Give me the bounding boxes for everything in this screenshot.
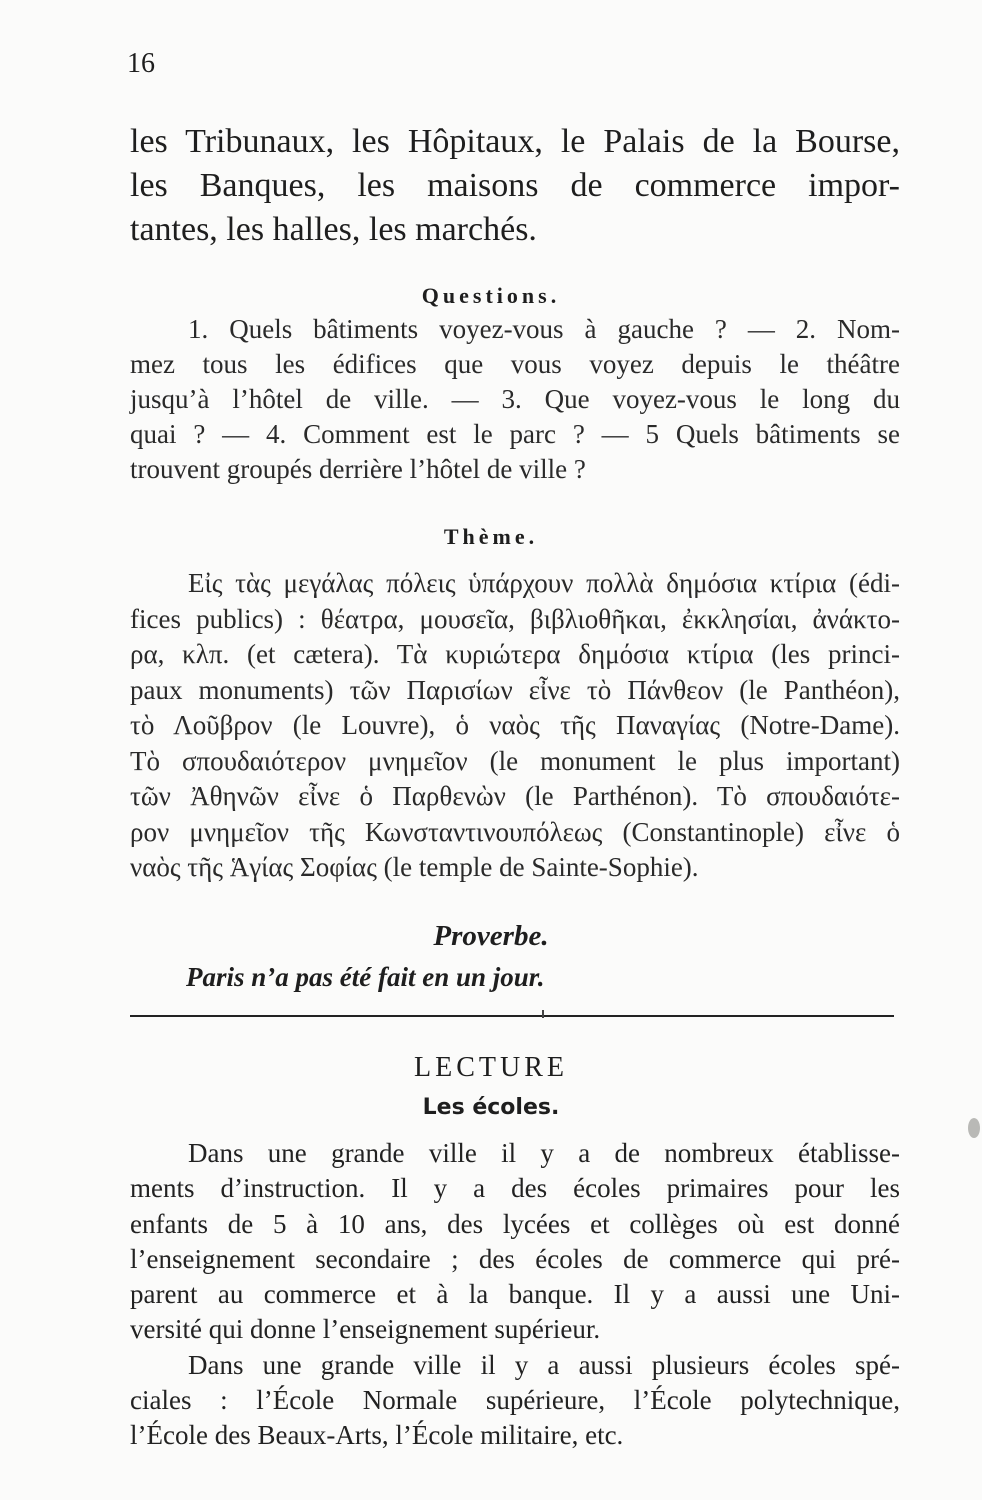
proverb-text: Paris n’a pas été fait en un jour. xyxy=(186,962,545,992)
lecture-paragraph xyxy=(130,1136,900,1454)
lecture-line: versité qui donne l’enseignement supérieur. xyxy=(130,1314,601,1345)
theme-line: fices publics) : θέατρα, μουσεῖα, βιβλιοθῆκαι, ἐκκλησίαι, ἀνάκτο- xyxy=(130,603,900,634)
questions-line: 1. Quels bâtiments voyez-vous à gauche ? — 2. Nom- xyxy=(188,314,900,344)
page-number: 16 xyxy=(127,48,155,79)
theme-paragraph xyxy=(130,566,900,886)
theme-line: ρον μνημεῖον τῆς Κωνσταντινουπόλεως (Constantinople) εἶνε ὁ xyxy=(130,816,900,847)
proverb-heading: Proverbe. xyxy=(433,920,549,952)
page-edge-mark xyxy=(968,1118,980,1138)
lecture-line: l’enseignement secondaire ; des écoles de commerce qui pré- xyxy=(130,1243,900,1274)
intro-line: tantes, les halles, les marchés. xyxy=(130,211,537,248)
questions-line: trouvent groupés derrière l’hôtel de ville ? xyxy=(130,454,586,484)
questions-line: quai ? — 4. Comment est le parc ? — 5 Quels bâtiments se xyxy=(130,419,900,449)
theme-heading: Thème. xyxy=(443,524,539,549)
theme-line: ναὸς τῆς Ἁγίας Σοφίας (le temple de Sainte-Sophie). xyxy=(130,852,699,882)
questions-paragraph xyxy=(130,312,900,487)
theme-line: τὸ Λοῦβρον (le Louvre), ὁ ναὸς τῆς Παναγίας (Notre-Dame). xyxy=(130,710,900,740)
intro-line: les Banques, les maisons de commerce impor- xyxy=(130,167,900,204)
theme-line: τῶν Ἀθηνῶν εἶνε ὁ Παρθενὼν (le Parthénon). Τὸ σπουδαιότε- xyxy=(130,781,900,811)
questions-heading: Questions. xyxy=(421,283,561,308)
intro-paragraph xyxy=(130,120,900,252)
lecture-line: Dans une grande ville il y a de nombreux établisse- xyxy=(188,1138,900,1168)
lecture-heading: LECTURE xyxy=(414,1052,568,1083)
lecture-line: enfants de 5 à 10 ans, des lycées et collèges où est donné xyxy=(130,1208,900,1239)
questions-line: mez tous les édifices que vous voyez depuis le théâtre xyxy=(130,349,900,379)
lecture-line: ments d’instruction. Il y a des écoles primaires pour les xyxy=(130,1173,900,1204)
section-divider xyxy=(130,1015,894,1017)
theme-line: paux monuments) τῶν Παρισίων εἶνε τὸ Πάνθεον (le Panthéon), xyxy=(130,674,900,705)
lecture-line: Dans une grande ville il y a aussi plusieurs écoles spé- xyxy=(188,1349,900,1380)
lecture-subheading: Les écoles. xyxy=(422,1095,560,1120)
theme-line: Τὸ σπουδαιότερον μνημεῖον (le monument le plus important) xyxy=(130,745,900,776)
lecture-line: parent au commerce et à la banque. Il y a aussi une Uni- xyxy=(130,1279,900,1310)
theme-line: ρα, κλπ. (et cætera). Τὰ κυριώτερα δημόσια κτίρια (les princi- xyxy=(130,639,900,669)
questions-line: jusqu’à l’hôtel de ville. — 3. Que voyez-vous le long du xyxy=(130,384,900,414)
theme-line: Εἰς τὰς μεγάλας πόλεις ὑπάρχουν πολλὰ δημόσια κτίρια (édi- xyxy=(188,568,900,598)
lecture-line: l’École des Beaux-Arts, l’École militaire, etc. xyxy=(130,1420,624,1451)
divider-tick xyxy=(542,1010,544,1018)
intro-line: les Tribunaux, les Hôpitaux, le Palais de la Bourse, xyxy=(130,123,900,160)
lecture-line: ciales : l’École Normale supérieure, l’École polytechnique, xyxy=(130,1385,900,1416)
